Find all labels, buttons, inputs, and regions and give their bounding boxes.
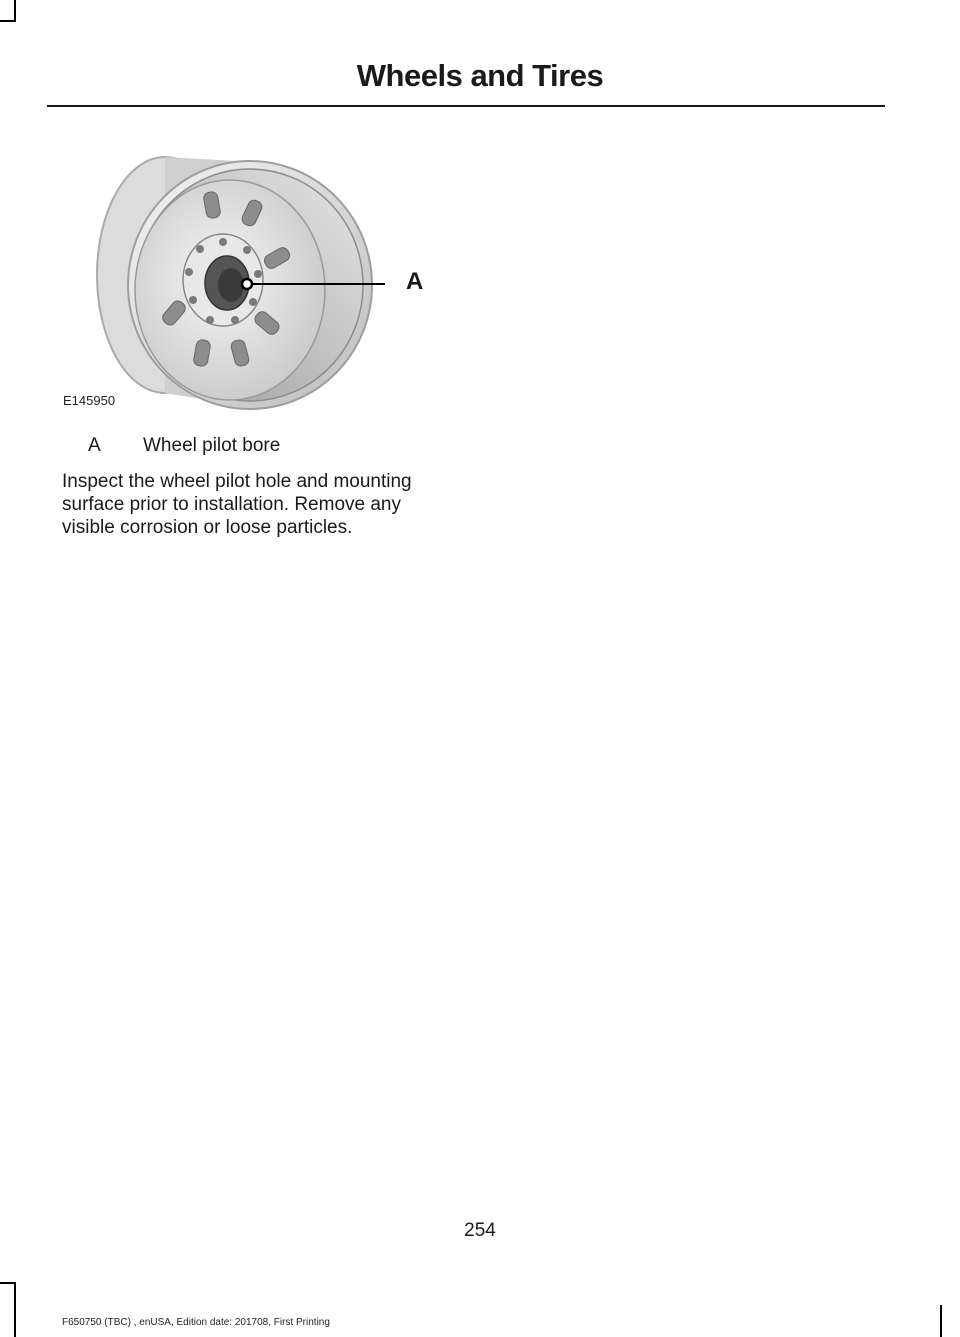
crop-mark-bottom-left-v [14,1282,16,1337]
header-divider [47,105,885,107]
crop-mark-bottom-right-v [940,1305,942,1337]
page-title: Wheels and Tires [356,58,604,93]
crop-mark-top-left-v [14,0,16,22]
wheel-figure [55,150,435,420]
legend-key: A [88,435,101,456]
body-paragraph: Inspect the wheel pilot hole and mounting surface prior to installation. Remove any visible corrosion or loose particles. [62,471,412,538]
crop-mark-bottom-left-h [0,1282,16,1284]
figure-id: E145950 [63,393,116,408]
crop-mark-top-left-h [0,20,16,22]
legend [88,435,280,457]
wheel-illustration-icon [55,150,435,420]
edition-footer: F650750 (TBC) , enUSA, Edition date: 201708, First Printing [62,1317,330,1328]
callout-label-a: A [406,268,424,295]
legend-item [88,435,280,457]
page-number: 254 [464,1220,496,1241]
legend-label: Wheel pilot bore [143,435,281,456]
